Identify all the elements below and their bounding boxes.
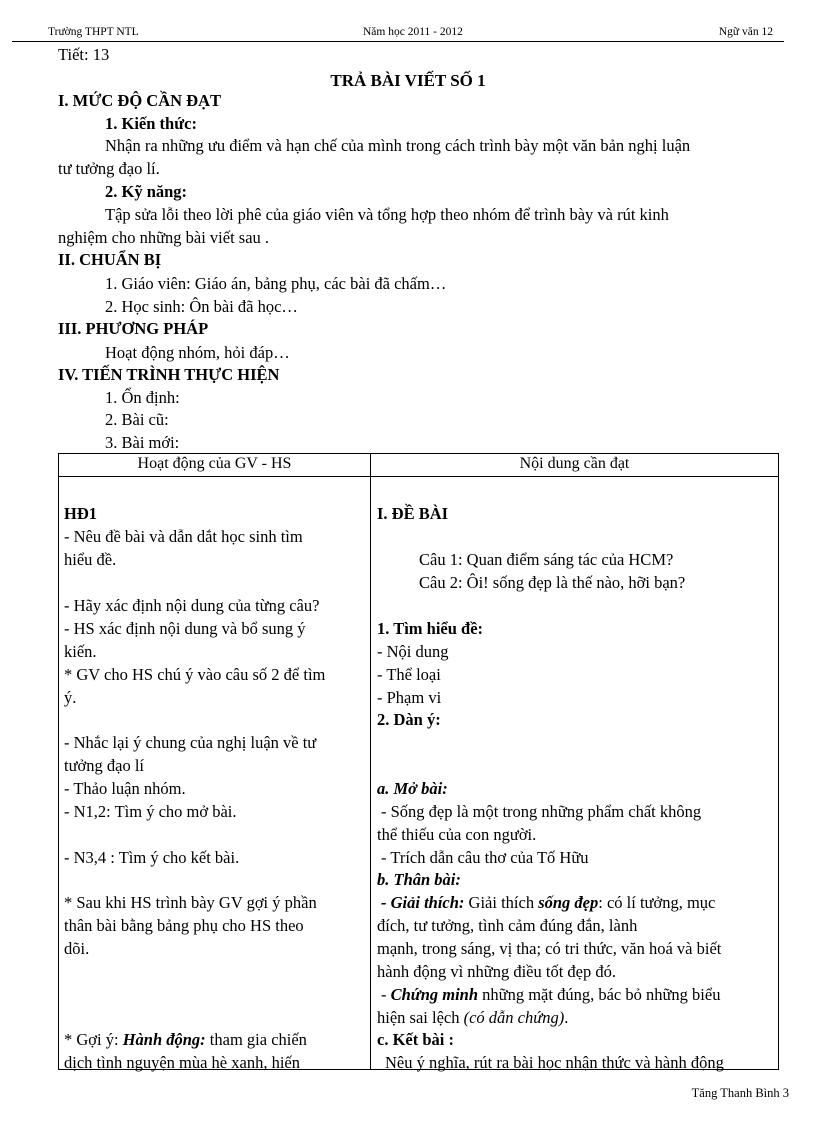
- left-line-suggestion: [64, 1028, 364, 1051]
- lesson-period: Tiết: 13: [58, 45, 110, 64]
- right-mb3: - Trích dẫn câu thơ của Tố Hữu: [381, 848, 589, 867]
- right-cm2: [377, 1006, 773, 1029]
- left-line: * GV cho HS chú ý vào câu số 2 để tìm: [64, 665, 326, 684]
- header-subject: Ngữ văn 12: [718, 26, 773, 38]
- right-mb2: thể thiếu của con người.: [377, 825, 537, 844]
- right-gt3: mạnh, trong sáng, vị tha; có tri thức, văn hoá và biết: [377, 939, 722, 958]
- suggestion-prefix: * Gợi ý:: [64, 1030, 123, 1049]
- prep-student: 2. Học sinh: Ôn bài đã học…: [105, 297, 298, 316]
- suggestion-text: tham gia chiến: [205, 1030, 307, 1049]
- left-line: dịch tình nguyện mùa hè xanh, hiến: [64, 1053, 300, 1072]
- right-de-bai: I. ĐỀ BÀI: [377, 504, 449, 523]
- left-hd1: HĐ1: [64, 504, 97, 523]
- method-text: Hoạt động nhóm, hỏi đáp…: [105, 343, 290, 362]
- table-column-divider: [370, 454, 371, 1069]
- cm2-italic: (có dẫn chứng): [463, 1008, 565, 1027]
- cm2-prefix: hiện sai lệch: [377, 1008, 464, 1027]
- right-ket-bai: c. Kết bài :: [377, 1030, 454, 1049]
- header-rule: [12, 41, 784, 42]
- knowledge-heading: 1. Kiến thức:: [105, 114, 197, 133]
- right-dan-y: 2. Dàn ý:: [377, 710, 441, 729]
- knowledge-line2: tư tưởng đạo lí.: [58, 159, 160, 178]
- right-giai-thich: [381, 891, 777, 914]
- left-line: hiểu đề.: [64, 550, 117, 569]
- skills-line1: Tập sửa lỗi theo lời phê của giáo viên và tổng hợp theo nhóm để trình bày và rút kinh: [105, 205, 669, 224]
- left-line: * Sau khi HS trình bày GV gợi ý phần: [64, 893, 317, 912]
- prep-teacher: 1. Giáo viên: Giáo án, bảng phụ, các bài đã chấm…: [105, 274, 447, 293]
- suggestion-action-label: Hành động:: [122, 1030, 206, 1049]
- right-kb1: Nêu ý nghĩa, rút ra bài học nhận thức và hành động: [385, 1053, 724, 1072]
- left-line: tưởng đạo lí: [64, 756, 144, 775]
- left-line: kiến.: [64, 642, 97, 661]
- right-tim-hieu: 1. Tìm hiểu đề:: [377, 619, 484, 638]
- step-3: 3. Bài mới:: [105, 433, 180, 452]
- skills-heading: 2. Kỹ năng:: [105, 182, 188, 201]
- right-noi-dung: - Nội dung: [377, 642, 449, 661]
- footer-author-page: Tăng Thanh Bình 3: [691, 1086, 789, 1100]
- right-than-bai: b. Thân bài:: [377, 870, 461, 889]
- right-gt2: đích, tư tưởng, tình cảm đúng đắn, lành: [377, 916, 638, 935]
- right-mb1: - Sống đẹp là một trong những phẩm chất không: [381, 802, 702, 821]
- chung-minh-label: Chứng minh: [390, 985, 479, 1004]
- left-line: - Hãy xác định nội dung của từng câu?: [64, 596, 320, 615]
- section2-heading: II. CHUẨN BỊ: [58, 250, 162, 269]
- step-2: 2. Bài cũ:: [105, 410, 169, 429]
- chung-minh-prefix: -: [381, 985, 391, 1004]
- left-line: - HS xác định nội dung và bổ sung ý: [64, 619, 306, 638]
- right-the-loai: - Thể loại: [377, 665, 441, 684]
- lesson-title: TRẢ BÀI VIẾT SỐ 1: [330, 71, 486, 90]
- giai-thich-rest: : có lí tưởng, mục: [598, 893, 716, 912]
- right-cau2: Câu 2: Ôi! sống đẹp là thế nào, hỡi bạn?: [419, 573, 686, 592]
- giai-thich-mid: Giải thích: [464, 893, 539, 912]
- left-line: - N3,4 : Tìm ý cho kết bài.: [64, 848, 240, 867]
- giai-thich-label: - Giải thích:: [381, 893, 465, 912]
- right-chung-minh: [381, 983, 777, 1006]
- header-year: Năm học 2011 - 2012: [363, 26, 463, 38]
- left-line: dõi.: [64, 939, 90, 958]
- right-cau1: Câu 1: Quan điểm sáng tác của HCM?: [419, 550, 674, 569]
- left-line: ý.: [64, 688, 77, 707]
- giai-thich-keyword: sống đẹp: [538, 893, 599, 912]
- step-1: 1. Ổn định:: [105, 388, 180, 407]
- knowledge-line1: Nhận ra những ưu điểm và hạn chế của mình trong cách trình bày một văn bản nghị luận: [105, 136, 691, 155]
- section3-heading: III. PHƯƠNG PHÁP: [58, 319, 209, 338]
- table-header-divider: [59, 476, 778, 477]
- section4-heading: IV. TIẾN TRÌNH THỰC HIỆN: [58, 365, 280, 384]
- table-header-content: Nội dung cần đạt: [519, 455, 630, 472]
- table-header-activity: Hoạt động của GV - HS: [137, 455, 292, 472]
- skills-line2: nghiệm cho những bài viết sau .: [58, 228, 270, 247]
- chung-minh-rest: những mặt đúng, bác bỏ những biểu: [478, 985, 721, 1004]
- page-header: [0, 26, 816, 42]
- lesson-table: [58, 453, 779, 1070]
- left-line: - Nêu đề bài và dẫn dắt học sinh tìm: [64, 527, 303, 546]
- right-mo-bai: a. Mở bài:: [377, 779, 448, 798]
- left-line: - Nhắc lại ý chung của nghị luận về tư: [64, 733, 317, 752]
- section1-heading: I. MỨC ĐỘ CẦN ĐẠT: [58, 91, 222, 110]
- header-school: Trường THPT NTL: [48, 26, 139, 38]
- right-pham-vi: - Phạm vi: [377, 688, 442, 707]
- left-line: - Thảo luận nhóm.: [64, 779, 186, 798]
- cm2-end: .: [564, 1008, 569, 1027]
- left-line: - N1,2: Tìm ý cho mở bài.: [64, 802, 237, 821]
- right-gt4: hành động vì những điều tốt đẹp đó.: [377, 962, 617, 981]
- left-line: thân bài bằng bảng phụ cho HS theo: [64, 916, 304, 935]
